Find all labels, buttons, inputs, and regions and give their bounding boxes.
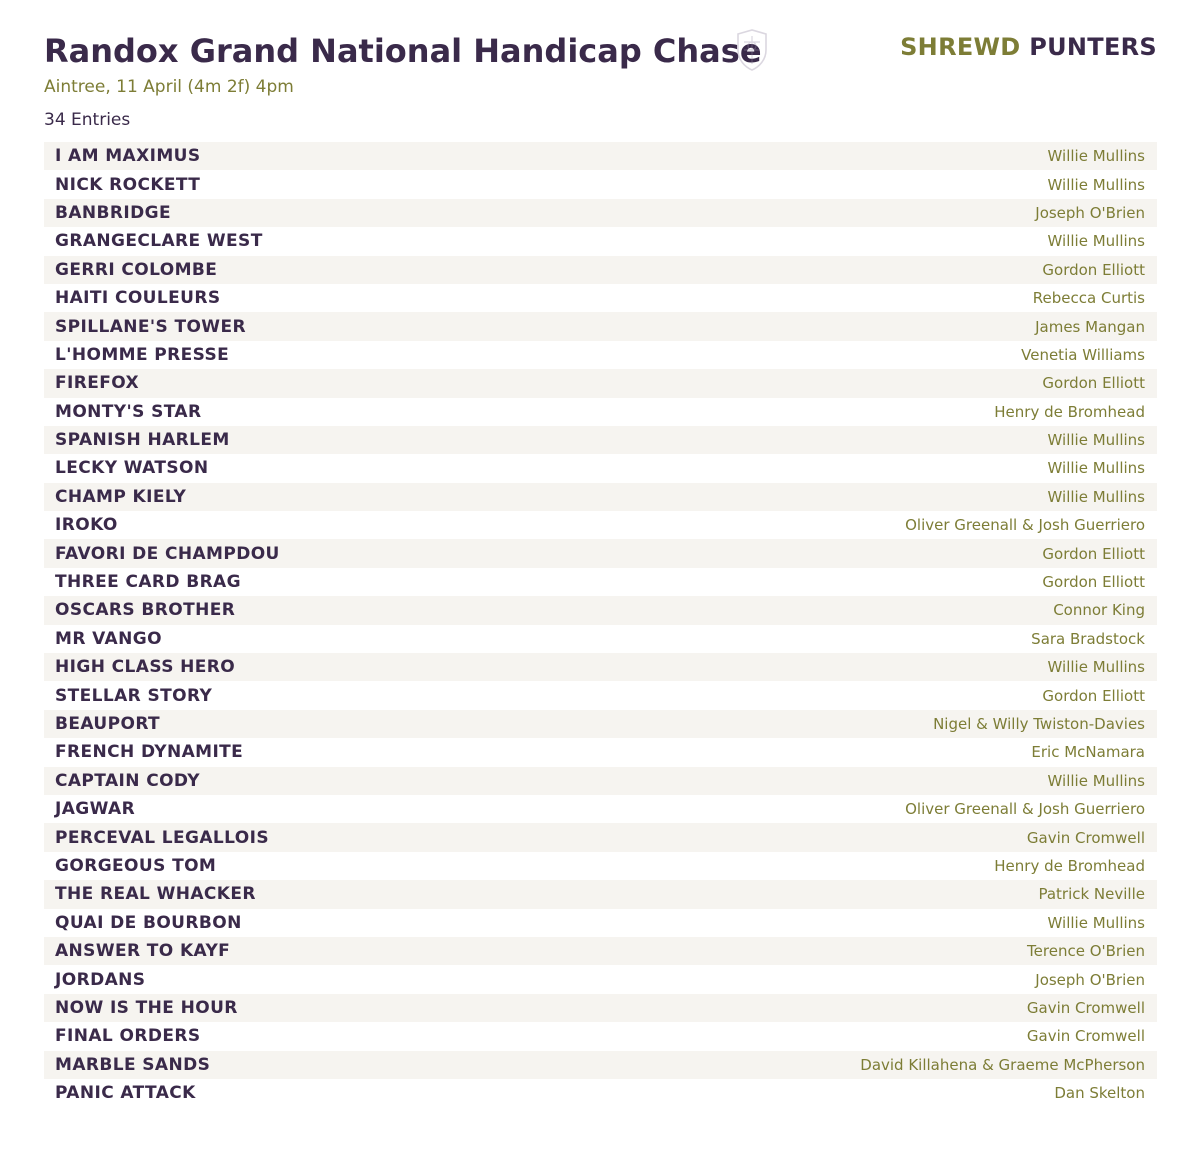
trainer-name: Willie Mullins <box>1047 175 1145 194</box>
entry-row <box>44 398 1157 426</box>
trainer-name: Gordon Elliott <box>1042 686 1145 705</box>
entry-row <box>44 369 1157 397</box>
trainer-name: Nigel & Willy Twiston-Davies <box>933 715 1145 733</box>
horse-name: GERRI COLOMBE <box>55 259 218 280</box>
entry-row <box>44 312 1157 340</box>
horse-name: NOW IS THE HOUR <box>55 997 238 1018</box>
entry-row <box>44 341 1157 369</box>
trainer-name: James Mangan <box>1035 317 1145 336</box>
entry-row <box>44 852 1157 880</box>
entry-row <box>44 284 1157 312</box>
entry-row <box>44 568 1157 596</box>
trainer-name: Gordon Elliott <box>1042 573 1145 592</box>
crest-icon <box>734 28 770 72</box>
entry-row <box>44 426 1157 454</box>
horse-name: SPILLANE'S TOWER <box>55 316 246 337</box>
trainer-name: Oliver Greenall & Josh Guerriero <box>905 516 1145 535</box>
horse-name: SPANISH HARLEM <box>55 430 230 451</box>
trainer-name: Eric McNamara <box>1031 743 1145 762</box>
entry-row <box>44 596 1157 624</box>
horse-name: GORGEOUS TOM <box>55 855 217 876</box>
entry-row <box>44 710 1157 738</box>
trainer-name: Willie Mullins <box>1047 147 1145 166</box>
horse-name: BEAUPORT <box>55 714 161 734</box>
trainer-name: Willie Mullins <box>1047 658 1145 677</box>
entry-row <box>44 142 1157 170</box>
trainer-name: David Killahena & Graeme McPherson <box>860 1055 1145 1074</box>
race-title: Randox Grand National Handicap Chase <box>44 32 762 70</box>
trainer-name: Joseph O'Brien <box>1035 970 1145 989</box>
horse-name: THREE CARD BRAG <box>55 572 241 593</box>
trainer-name: Gavin Cromwell <box>1026 998 1145 1017</box>
brand-logo <box>900 32 1157 62</box>
trainer-name: Connor King <box>1053 601 1145 620</box>
horse-name: QUAI DE BOURBON <box>55 912 242 933</box>
trainer-name: Henry de Bromhead <box>994 856 1145 875</box>
trainer-name: Willie Mullins <box>1047 771 1145 790</box>
horse-name: NICK ROCKETT <box>55 174 201 195</box>
trainer-name: Gordon Elliott <box>1042 374 1145 393</box>
entry-row <box>44 909 1157 937</box>
trainer-name: Willie Mullins <box>1047 459 1145 478</box>
horse-name: FRENCH DYNAMITE <box>55 742 244 763</box>
trainer-name: Henry de Bromhead <box>994 402 1145 421</box>
trainer-name: Gavin Cromwell <box>1026 1027 1145 1046</box>
horse-name: LECKY WATSON <box>55 458 209 479</box>
entry-row <box>44 994 1157 1022</box>
horse-name: CAPTAIN CODY <box>55 770 200 791</box>
trainer-name: Willie Mullins <box>1047 913 1145 932</box>
horse-name: HIGH CLASS HERO <box>55 657 236 678</box>
entry-row <box>44 256 1157 284</box>
horse-name: MONTY'S STAR <box>55 401 202 422</box>
horse-name: JAGWAR <box>55 799 136 820</box>
entry-row <box>44 937 1157 965</box>
horse-name: MR VANGO <box>55 628 162 649</box>
entry-row <box>44 653 1157 681</box>
trainer-name: Joseph O'Brien <box>1035 203 1145 222</box>
horse-name: ANSWER TO KAYF <box>55 941 231 962</box>
horse-name: FIREFOX <box>55 373 140 394</box>
entry-row <box>44 965 1157 993</box>
entry-row <box>44 227 1157 255</box>
entry-row <box>44 1051 1157 1079</box>
trainer-name: Patrick Neville <box>1038 885 1145 904</box>
horse-name: FAVORI DE CHAMPDOU <box>55 543 280 564</box>
horse-name: CHAMP KIELY <box>55 486 187 507</box>
horse-name: I AM MAXIMUS <box>55 146 201 167</box>
horse-name: OSCARS BROTHER <box>55 600 236 621</box>
entry-row <box>44 795 1157 823</box>
horse-name: BANBRIDGE <box>55 202 171 223</box>
horse-name: FINAL ORDERS <box>55 1026 201 1047</box>
trainer-name: Willie Mullins <box>1047 487 1145 506</box>
horse-name: GRANGECLARE WEST <box>55 231 263 252</box>
brand-word-shrewd: SHREWD <box>900 33 1021 61</box>
entry-row <box>44 738 1157 766</box>
entry-row <box>44 170 1157 198</box>
entry-row <box>44 625 1157 653</box>
horse-name: IROKO <box>55 515 118 536</box>
entry-row <box>44 483 1157 511</box>
entries-list <box>44 142 1157 1107</box>
trainer-name: Gordon Elliott <box>1042 544 1145 563</box>
trainer-name: Venetia Williams <box>1021 345 1145 364</box>
trainer-name: Terence O'Brien <box>1027 942 1145 961</box>
entries-count: 34 Entries <box>44 110 131 130</box>
trainer-name: Sara Bradstock <box>1031 629 1145 648</box>
trainer-name: Willie Mullins <box>1047 431 1145 450</box>
trainer-name: Oliver Greenall & Josh Guerriero <box>905 800 1145 819</box>
trainer-name: Gavin Cromwell <box>1026 828 1145 847</box>
horse-name: MARBLE SANDS <box>55 1054 211 1075</box>
entry-row <box>44 539 1157 567</box>
entry-row <box>44 511 1157 539</box>
trainer-name: Gordon Elliott <box>1042 260 1145 279</box>
entry-row <box>44 823 1157 851</box>
entry-row <box>44 454 1157 482</box>
horse-name: STELLAR STORY <box>55 685 213 706</box>
entry-row <box>44 1022 1157 1050</box>
entry-row <box>44 199 1157 227</box>
horse-name: HAITI COULEURS <box>55 288 221 309</box>
horse-name: THE REAL WHACKER <box>55 884 256 905</box>
entry-row <box>44 1079 1157 1107</box>
trainer-name: Willie Mullins <box>1047 232 1145 251</box>
horse-name: PERCEVAL LEGALLOIS <box>55 827 269 848</box>
race-details: Aintree, 11 April (4m 2f) 4pm <box>44 77 294 97</box>
trainer-name: Dan Skelton <box>1054 1084 1145 1103</box>
entry-row <box>44 681 1157 709</box>
trainer-name: Rebecca Curtis <box>1032 289 1145 308</box>
brand-word-punters: PUNTERS <box>1029 33 1157 61</box>
entry-row <box>44 767 1157 795</box>
horse-name: L'HOMME PRESSE <box>55 344 230 365</box>
horse-name: PANIC ATTACK <box>55 1083 196 1104</box>
horse-name: JORDANS <box>55 969 146 990</box>
entry-row <box>44 880 1157 908</box>
